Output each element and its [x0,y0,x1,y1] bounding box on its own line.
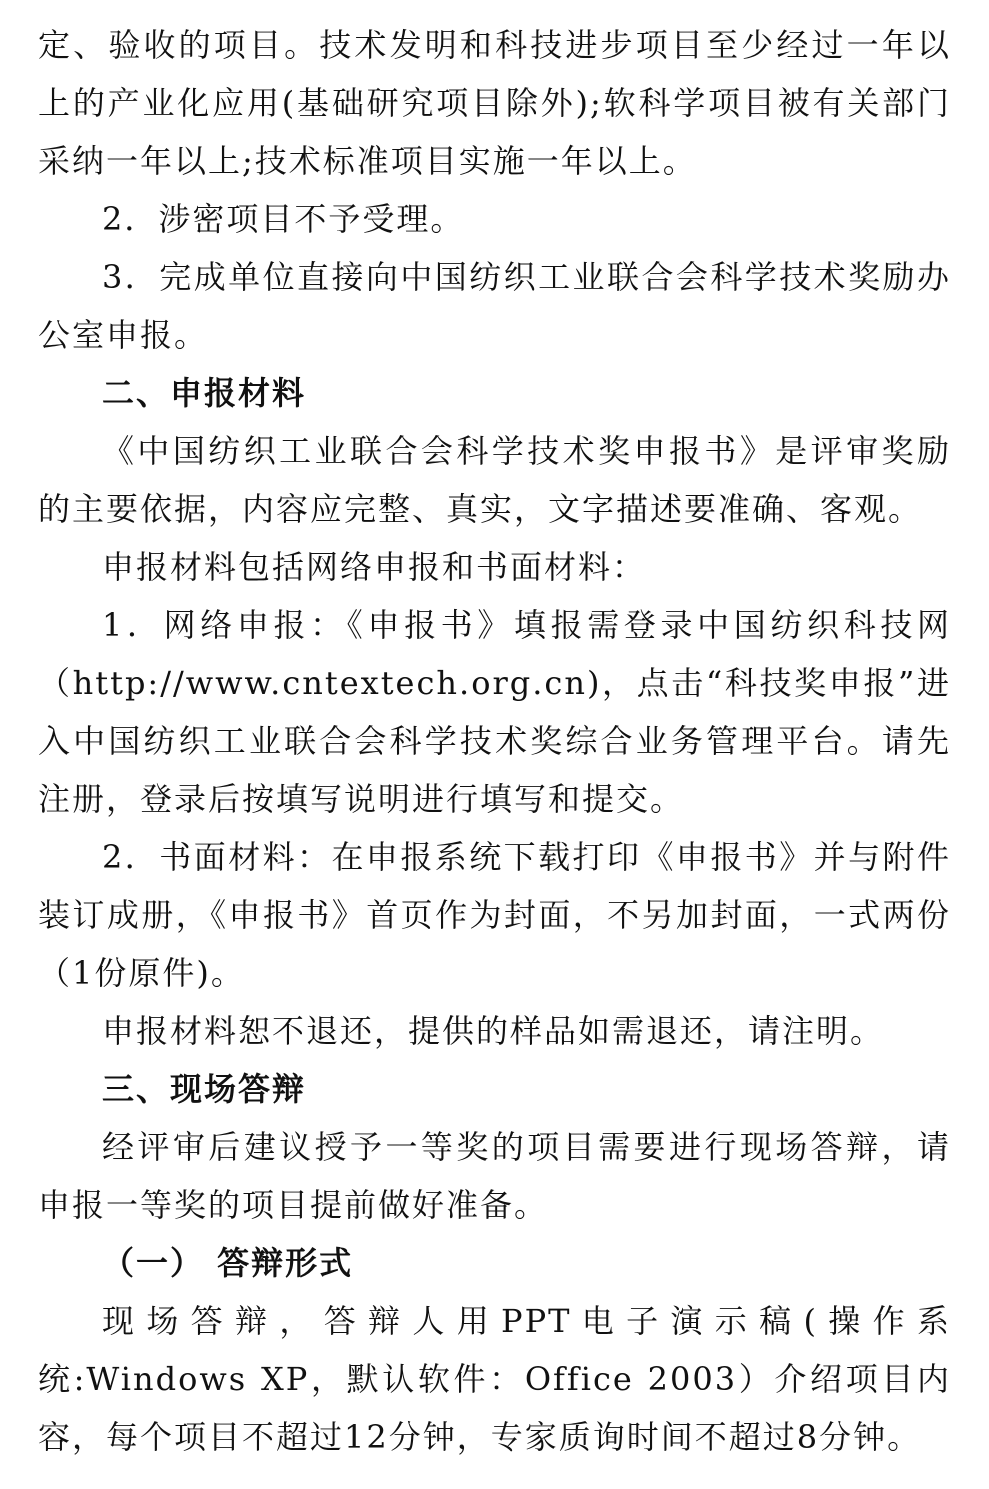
paragraph-materials-types: 申报材料包括网络申报和书面材料： [102,548,647,586]
paragraph-paper-materials: 2．书面材料：在申报系统下载打印《申报书》并与附件装订成册，《申报书》首页作为封面，不另加封面，一式两份（1份原件)。 [38,838,951,992]
paragraph-defense-format: 现场答辩，答辩人用PPT电子演示稿(操作系统:Windows XP，默认软件：Office 2003）介绍项目内容，每个项目不超过12分钟，专家质询时间不超过8分钟。 [38,1302,951,1456]
paragraph-defense-intro: 经评审后建议授予一等奖的项目需要进行现场答辩，请申报一等奖的项目提前做好准备。 [38,1128,951,1224]
paragraph-item-2: 2．涉密项目不予受理。 [102,200,465,238]
paragraph-no-return: 申报材料恕不退还，提供的样品如需退还，请注明。 [102,1012,885,1050]
section-heading-materials: 二、申报材料 [102,374,307,412]
paragraph-item-3: 3．完成单位直接向中国纺织工业联合会科学技术奖励办公室申报。 [38,258,951,354]
section-heading-defense: 三、现场答辩 [102,1070,307,1108]
subsection-heading-defense-format: （一） 答辩形式 [102,1244,354,1282]
paragraph-continuation: 定、验收的项目。技术发明和科技进步项目至少经过一年以上的产业化应用(基础研究项目除外);软科学项目被有关部门采纳一年以上;技术标准项目实施一年以上。 [38,26,951,180]
paragraph-materials-intro: 《中国纺织工业联合会科学技术奖申报书》是评审奖励的主要依据，内容应完整、真实，文字描述要准确、客观。 [38,432,951,528]
paragraph-online-application: 1．网络申报：《申报书》填报需登录中国纺织科技网（http://www.cntextech.org.cn)，点击“科技奖申报”进入中国纺织工业联合会科学技术奖综合业务管理平台。请先注册，登录后按填写说明进行填写和提交。 [38,606,951,818]
